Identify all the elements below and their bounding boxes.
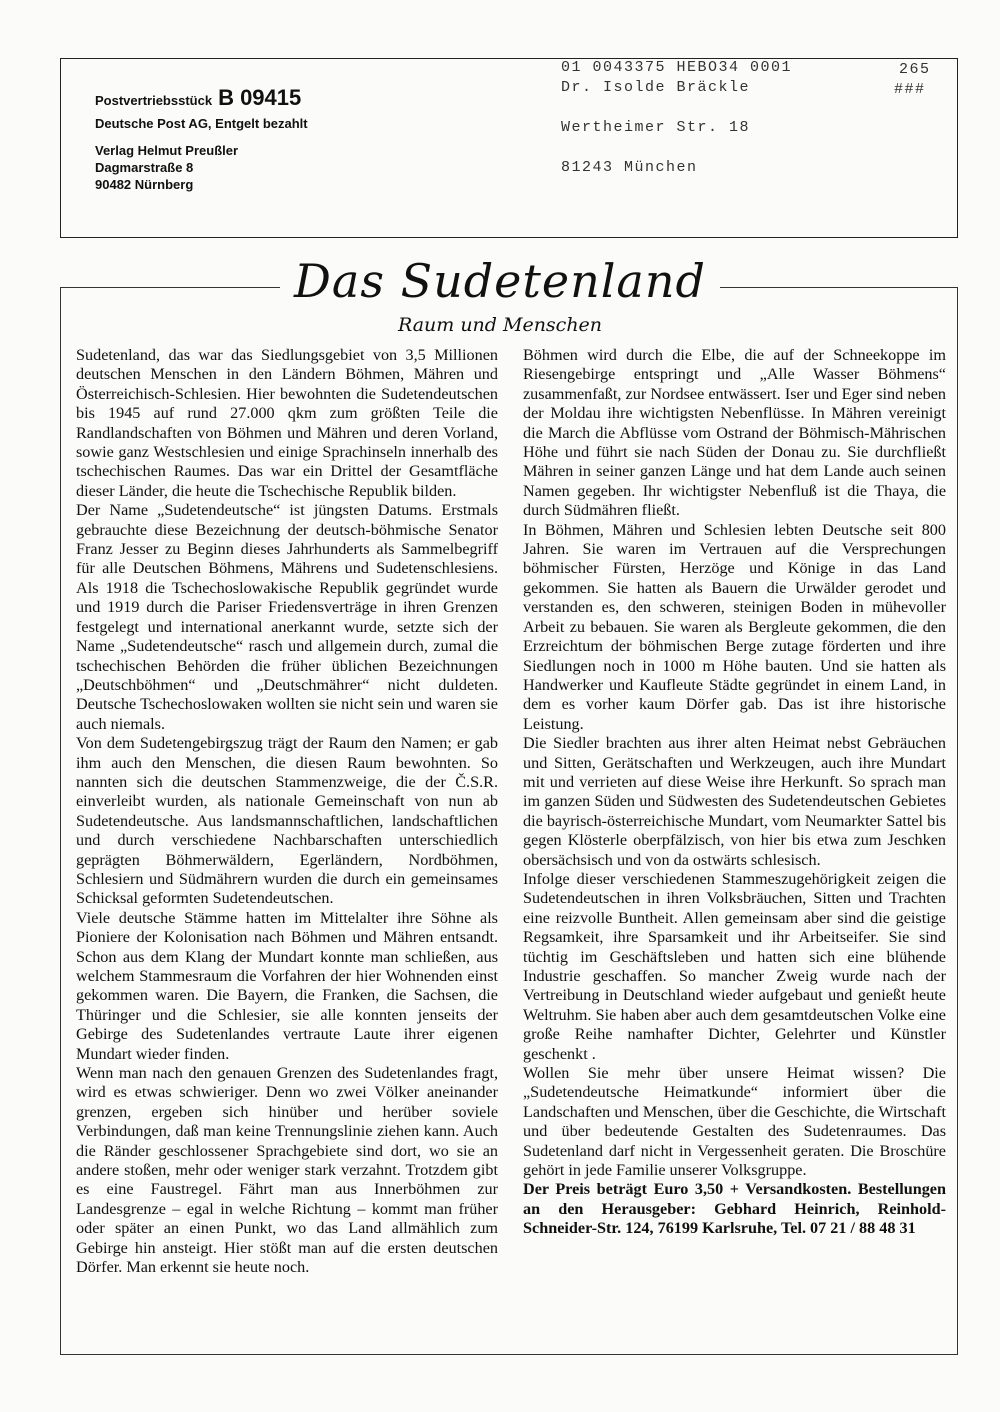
publisher-street: Dagmarstraße 8: [95, 160, 194, 175]
order-note: Der Preis beträgt Euro 3,50 + Versandkosten. Bestellungen an den Herausgeber: Gebhard Heinrich, Reinhold-Schneider-Str. 124, 76199 Karlsruhe, Tel. 07 21 / 88 48 31: [523, 1180, 946, 1238]
article-column-left: [76, 346, 498, 1278]
article-subtitle: Raum und Menschen: [397, 314, 603, 336]
article-title: Das Sudetenland: [0, 254, 1000, 308]
article-column-right: [523, 346, 946, 1239]
recipient-count: 265: [899, 61, 931, 78]
recipient-city: 81243 München: [561, 159, 698, 176]
postage-paid-note: Deutsche Post AG, Entgelt bezahlt: [95, 116, 308, 131]
postal-item-number: B 09415: [218, 85, 302, 110]
paragraph: Wollen Sie mehr über unsere Heimat wissen? Die „Sudetendeutsche Heimatkunde“ informiert über die Landschaften und Menschen, über die Geschichte, die Wirtschaft und über bedeutende Gestalten des Sudetenraumes. Das Sudetenland darf nicht in Vergessenheit geraten. Die Broschüre gehört in jede Familie unserer Volksgruppe.: [523, 1064, 946, 1180]
recipient-marks: ###: [894, 81, 926, 98]
recipient-street: Wertheimer Str. 18: [561, 119, 751, 136]
paragraph: Die Siedler brachten aus ihrer alten Heimat nebst Gebräuchen und Sitten, Gerätschaften und Werkzeugen, auch ihre Mundart mit und verrieten auf diese Weise ihre Herkunft. So sprach man im ganzen Süden und Südwesten des Sudetendeutschen Gebietes die bayrisch-österreichische Mundart, vom Neumarkter Sattel bis gegen Klösterle oberpfälzisch, von hier bis etwa zum Jeschken obersächsisch und von da ostwärts schlesisch.: [523, 734, 946, 869]
paragraph: Wenn man nach den genauen Grenzen des Sudetenlandes fragt, wird es etwas schwieriger. Denn wo zwei Völker aneinander grenzen, ergeben sich hinüber und herüber soviele Verbindungen, daß man keine Trennungslinie ziehen kann. Auch die Ränder geschlossener Sprachgebiete sind dort, wo sie an andere stoßen, mehr oder weniger stark verzahnt. Trotzdem gibt es eine Faustregel. Fährt man aus Innerböhmen zur Landesgrenze – egal in welche Richtung – kommt man früher oder später an einen Punkt, wo das Land allmählich zum Gebirge hin ansteigt. Hier stößt man auf die ersten deutschen Dörfer. Man erkennt sie heute noch.: [76, 1064, 498, 1277]
publisher-name: Verlag Helmut Preußler: [95, 143, 239, 158]
paragraph: Sudetenland, das war das Siedlungsgebiet von 3,5 Millionen deutschen Menschen in den Ländern Böhmen, Mähren und Österreichisch-Schlesien. Hier bewohnten die Sudetendeutschen bis 1945 auf rund 27.000 qkm zum größten Teile die Randlandschaften von Böhmen und Mähren und deren Vorland, sowie ganz Westschlesien und einige Sprachinseln innerhalb des tschechischen Raumes. Das war ein Drittel der Gesamtfläche dieser Länder, die heute die Tschechische Republik bilden.: [76, 346, 498, 500]
paragraph: Von dem Sudetengebirgszug trägt der Raum den Namen; er gab ihm auch den Menschen, die diesen Raum bewohnten. So nannten sich die deutschen Stammenzweige, die der Č.S.R. einverleibt wurden, als nationale Gemeinschaft von nun ab Sudetendeutsche. Aus landsmannschaftlichen, landschaftlichen und durch verschiedene Nachbarschaften unterschiedlich geprägten Böhmerwäldern, Egerländern, Nordböhmen, Schlesiern und Südmährern wurden die durch ein gemeinsames Schicksal geformten Sudetendeutschen.: [76, 734, 498, 908]
paragraph: In Böhmen, Mähren und Schlesien lebten Deutsche seit 800 Jahren. Sie waren im Vertrauen auf die Versprechungen böhmischer Fürsten, Herzöge und Könige in das Land gekommen. Sie hatten als Bauern die Urwälder gerodet und verstanden es, den schweren, steinigen Boden in mühevoller Arbeit zu bebauen. Sie waren als Bergleute gekommen, die den Erzreichtum der böhmischen Berge zutage förderten und ihre Siedlungen noch in 1000 m Höhe bauten. Und sie hatten als Handwerker und Kaufleute Städte gegründet in einem Land, in dem es vorher kaum Dörfer gab. Das ist ihre historische Leistung.: [523, 520, 946, 733]
postal-item-label: Postvertriebsstück: [95, 93, 213, 108]
address-box: [60, 58, 958, 238]
publisher-city: 90482 Nürnberg: [95, 177, 194, 192]
paragraph: Viele deutsche Stämme hatten im Mittelalter ihre Söhne als Pioniere der Kolonisation nach Böhmen und Mähren entsandt. Schon aus dem Klang der Mundart konnte man schließen, aus welchem Stammesraum die Vorfahren der hier Wohnenden einst gekommen waren. Die Bayern, die Franken, die Sachsen, die Thüringer und die Schlesier, sie alle konnten jenseits der Gebirge des Sudetenlandes vertraute Laute ihrer eigenen Mundart wieder finden.: [76, 908, 498, 1063]
paragraph: Böhmen wird durch die Elbe, die auf der Schneekoppe im Riesengebirge entspringt und „Alle Wasser Böhmens“ zusammenfaßt, zur Nordsee entwässert. Iser und Eger sind neben der Moldau ihre wichtigsten Nebenflüsse. In Mähren vereinigt die March die Abflüsse vom Ostrand der Böhmisch-Mährischen Höhe und führt sie nach Süden der Donau zu. Sie durchfließt Mähren in seiner ganzen Länge und hat dem Lande auch seinen Namen gegeben. Ihr wichtigster Nebenfluß ist die Thaya, die durch Südmähren fließt.: [523, 346, 946, 520]
paragraph: Infolge dieser verschiedenen Stammeszugehörigkeit zeigen die Sudetendeutschen in ihren Volksbräuchen, Sitten und Trachten eine reizvolle Buntheit. Allen gemeinsam aber sind die geistige Regsamkeit, ihre Sparsamkeit und ihr Arbeitseifer. Sie sind tüchtig im Geschäftsleben und hatten sich eine blühende Industrie geschaffen. So mancher Zweig wurde nach der Vertreibung in Deutschland wieder aufgebaut und genießt heute Weltruhm. Sie haben aber auch dem gesamtdeutschen Volke eine große Reihe namhafter Dichter, Gelehrter und Künstler geschenkt .: [523, 869, 946, 1063]
recipient-code: 01 0043375 HEBO34 0001: [561, 59, 793, 76]
recipient-name: Dr. Isolde Bräckle: [561, 79, 751, 96]
sender-block: [95, 85, 308, 193]
paragraph: Der Name „Sudetendeutsche“ ist jüngsten Datums. Erstmals gebrauchte diese Bezeichnung der deutsch-böhmische Senator Franz Jesser zu Beginn dieses Jahrhunderts als Sammelbegriff für alle Deutschen Böhmens, Mährens und Sudetenschlesiens. Als 1918 die Tschechoslowakische Republik gegründet wurde und 1919 durch die Pariser Friedensverträge in ihren Grenzen festgelegt und international anerkannt wurde, setzte sich der Name „Sudetendeutsche“ rasch und allgemein durch, zumal die tschechischen Behörden die früher üblichen Bezeichnungen „Deutschböhmen“ und „Deutschmährer“ nicht duldeten. Deutsche Tschechoslowaken wollten sie nicht sein und waren sie auch niemals.: [76, 501, 498, 733]
